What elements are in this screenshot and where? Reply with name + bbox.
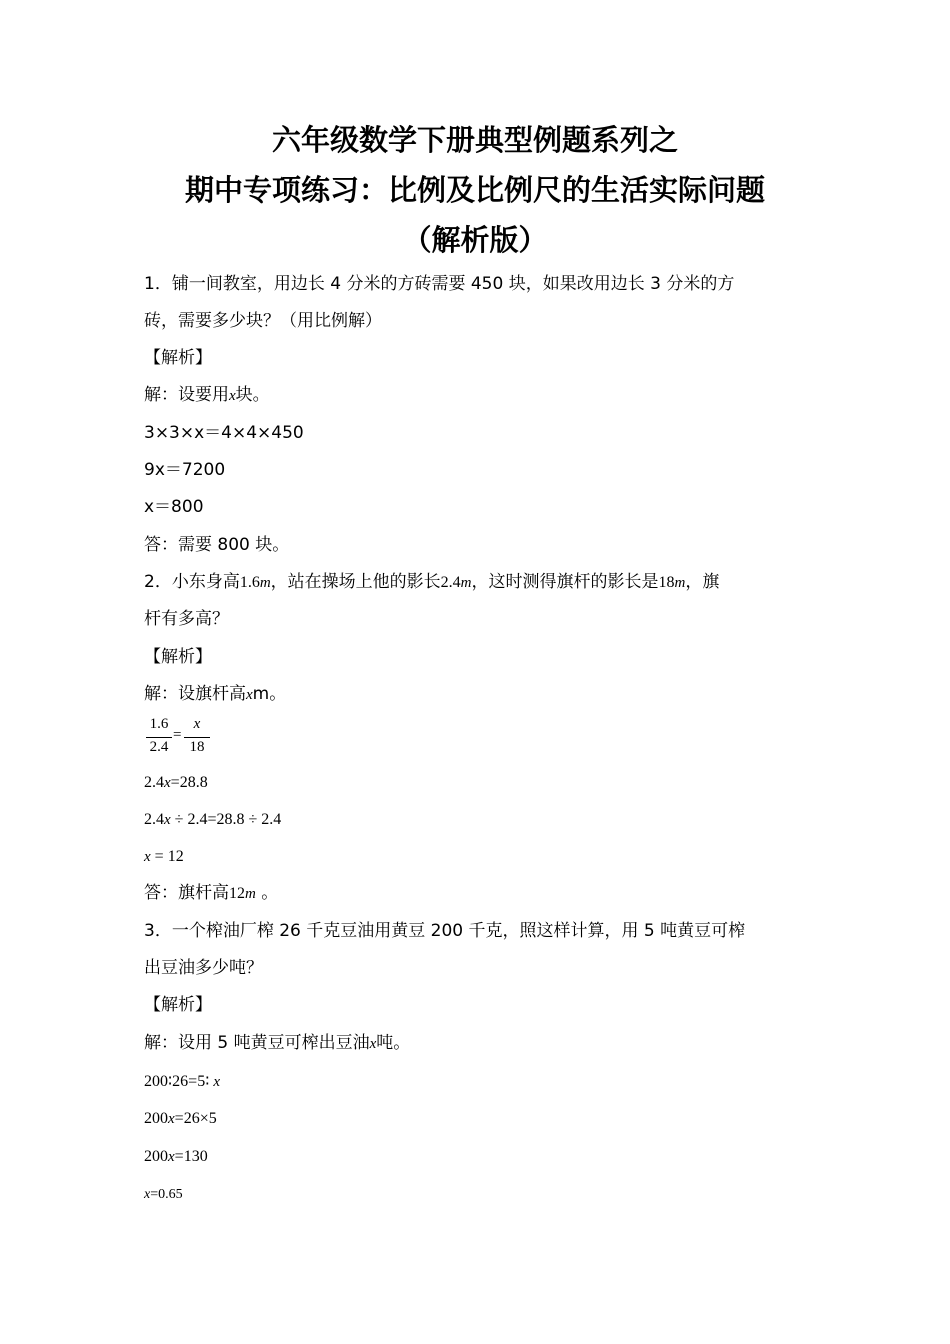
solution-setup-1	[144, 383, 270, 408]
solution-setup-2-pre: 解：设旗杆高	[144, 684, 246, 704]
fraction-left-numerator: 1.6	[149, 716, 169, 732]
eq-2-4-var: x	[144, 849, 151, 865]
equation-3-2	[144, 1107, 217, 1131]
solution-setup-1-pre: 解：设要用	[144, 385, 229, 405]
fraction-left-denominator: 2.4	[149, 739, 169, 755]
solution-setup-1-var: x	[229, 388, 236, 404]
eq-3-4-var: x	[144, 1187, 151, 1202]
question-2-text-a	[144, 570, 719, 595]
eq-3-1-var: x	[213, 1074, 221, 1090]
solution-setup-2-var: x	[246, 687, 253, 703]
eq-3-3-b: =130	[174, 1148, 208, 1165]
answer-2-pre: 答：旗杆高	[144, 883, 229, 903]
solution-setup-3	[144, 1031, 410, 1056]
question-2-part-3: ，这时测得旗杆的影长是	[471, 572, 659, 592]
question-2-part-4: ，旗	[685, 572, 720, 592]
shadow-unit: m	[460, 575, 472, 591]
shadow-value: 2.4	[440, 574, 461, 591]
solution-setup-3-var: x	[369, 1036, 377, 1052]
question-2-part-2: ，站在操场上他的影长	[270, 572, 441, 592]
equation-2-2	[144, 771, 208, 795]
analysis-tag-3: 【解析】	[144, 995, 212, 1015]
solution-setup-2-post: m。	[252, 684, 287, 704]
answer-2	[144, 881, 278, 906]
question-1-text-b: 砖，需要多少块？（用比例解）	[144, 311, 382, 331]
height-unit: m	[259, 575, 271, 591]
title-line-3: （解析版）	[402, 223, 548, 257]
question-3-text-a: 3．一个榨油厂榨 26 千克豆油用黄豆 200 千克，照这样计算，用 5 吨黄豆可榨	[144, 921, 746, 941]
question-2-part-1: 2．小东身高	[144, 572, 240, 592]
pole-shadow-unit: m	[674, 575, 686, 591]
eq-3-2-a: 200	[144, 1110, 168, 1127]
eq-2-3-b: ÷ 2.4=28.8 ÷ 2.4	[170, 811, 282, 828]
equation-1-3: x＝800	[144, 497, 204, 517]
solution-setup-1-post: 块。	[235, 385, 270, 405]
question-3-text-b: 出豆油多少吨？	[144, 958, 263, 978]
equation-1-1: 3×3×x＝4×4×450	[144, 423, 304, 443]
equation-3-1	[144, 1070, 220, 1094]
fraction-right-denominator: 18	[189, 739, 205, 755]
fraction-left-bar	[146, 737, 172, 738]
height-value: 1.6	[239, 574, 260, 591]
eq-2-4-b: = 12	[150, 848, 184, 865]
solution-setup-2	[144, 682, 286, 707]
equation-3-4	[144, 1183, 183, 1207]
equation-3-3	[144, 1145, 208, 1169]
eq-2-2-var: x	[164, 775, 171, 791]
fraction-equals: =	[173, 727, 182, 743]
eq-3-3-var: x	[168, 1149, 175, 1165]
analysis-tag-1: 【解析】	[144, 348, 212, 368]
title-line-2: 期中专项练习：比例及比例尺的生活实际问题	[184, 173, 765, 207]
equation-2-3	[144, 808, 281, 832]
equation-1-2: 9x＝7200	[144, 460, 226, 480]
title-line-1: 六年级数学下册典型例题系列之	[271, 123, 678, 157]
analysis-tag-2: 【解析】	[144, 647, 212, 667]
question-1-text-a: 1．铺一间教室，用边长 4 分米的方砖需要 450 块，如果改用边长 3 分米的方	[144, 274, 735, 294]
fraction-right-bar	[184, 737, 210, 738]
pole-shadow-value: 18	[658, 574, 675, 591]
fraction-right-numerator: x	[193, 716, 201, 732]
answer-2-value: 12	[229, 885, 245, 902]
question-2-text-b: 杆有多高？	[144, 609, 229, 629]
solution-setup-3-post: 吨。	[376, 1033, 411, 1053]
eq-3-3-a: 200	[144, 1148, 168, 1165]
eq-3-2-b: =26×5	[174, 1110, 217, 1127]
answer-2-post: 。	[255, 883, 279, 903]
solution-setup-3-pre: 解：设用 5 吨黄豆可榨出豆油	[144, 1033, 370, 1053]
eq-2-2-b: =28.8	[170, 774, 208, 791]
answer-1: 答：需要 800 块。	[144, 535, 290, 555]
eq-3-4-b: =0.65	[150, 1187, 183, 1202]
eq-3-2-var: x	[168, 1111, 175, 1127]
eq-3-1-a: 200∶26=5∶	[144, 1073, 214, 1090]
eq-2-3-var: x	[164, 812, 171, 828]
eq-2-2-a: 2.4	[144, 774, 164, 791]
eq-2-3-a: 2.4	[144, 811, 164, 828]
answer-2-unit: m	[245, 886, 256, 902]
equation-2-4	[144, 845, 184, 869]
